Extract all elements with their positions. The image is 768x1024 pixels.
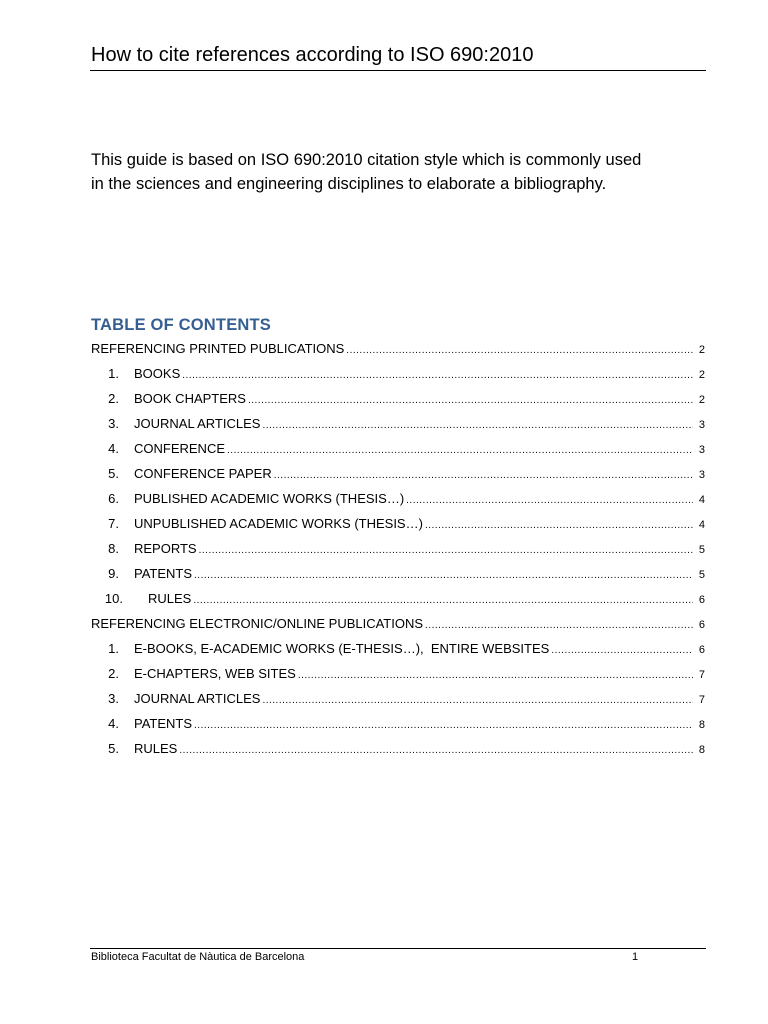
footer-divider xyxy=(90,948,706,949)
toc-heading: TABLE OF CONTENTS xyxy=(91,316,272,334)
dot-leader xyxy=(194,563,693,586)
toc-entry-title: E-BOOKS, E-ACADEMIC WORKS (E-THESIS…), ENTIRE WEBSITES xyxy=(134,641,550,656)
toc-entry-page: 2 xyxy=(698,394,705,406)
toc-entry-page: 7 xyxy=(698,694,705,706)
toc-entry-electronic-publications[interactable] xyxy=(91,611,705,636)
dot-leader xyxy=(248,388,693,411)
toc-entry-unpublished-academic-works[interactable] xyxy=(91,511,705,536)
footer-text: Biblioteca Facultat de Nàutica de Barcelona xyxy=(91,951,305,963)
dot-leader xyxy=(262,688,693,711)
toc-entry-number: 4. xyxy=(108,716,119,731)
dot-leader xyxy=(551,638,693,661)
toc-entry-title: JOURNAL ARTICLES xyxy=(134,416,261,431)
toc-entry-number: 3. xyxy=(108,416,119,431)
toc-entry-page: 3 xyxy=(698,444,705,456)
toc-entry-title: E-CHAPTERS, WEB SITES xyxy=(134,666,296,681)
dot-leader xyxy=(193,588,693,611)
toc-entry-number: 4. xyxy=(108,441,119,456)
toc-entry-page: 6 xyxy=(698,619,705,631)
dot-leader xyxy=(227,438,693,461)
toc-entry-number: 8. xyxy=(108,541,119,556)
toc-entry-conference[interactable] xyxy=(91,436,705,461)
toc-entry-page: 2 xyxy=(698,344,705,356)
toc-entry-books[interactable] xyxy=(91,361,705,386)
toc-entry-page: 6 xyxy=(698,644,705,656)
dot-leader xyxy=(425,513,693,536)
toc-entry-title: PATENTS xyxy=(134,566,193,581)
dot-leader xyxy=(274,463,693,486)
toc-entry-title: BOOK CHAPTERS xyxy=(134,391,246,406)
toc-entry-number: 1. xyxy=(108,641,119,656)
toc-entry-journal-articles[interactable] xyxy=(91,411,705,436)
toc-entry-title: REFERENCING ELECTRONIC/ONLINE PUBLICATIONS xyxy=(91,616,424,631)
toc-entry-title: JOURNAL ARTICLES xyxy=(134,691,261,706)
toc-entry-conference-paper[interactable] xyxy=(91,461,705,486)
dot-leader xyxy=(346,338,693,361)
toc-entry-page: 4 xyxy=(698,519,705,531)
toc-entry-page: 6 xyxy=(698,594,705,606)
dot-leader xyxy=(262,413,693,436)
toc-entry-title: CONFERENCE xyxy=(134,441,226,456)
intro-line: in the sciences and engineering disciplines to elaborate a bibliography. xyxy=(91,175,607,193)
toc-entry-title: PATENTS xyxy=(134,716,193,731)
intro-paragraph xyxy=(91,148,711,196)
toc-entry-title: BOOKS xyxy=(134,366,181,381)
toc-entry-number: 2. xyxy=(108,666,119,681)
footer-page-number: 1 xyxy=(632,951,639,963)
toc-entry-e-patents[interactable] xyxy=(91,711,705,736)
dot-leader xyxy=(182,363,693,386)
toc-entry-title: UNPUBLISHED ACADEMIC WORKS (THESIS…) xyxy=(134,516,423,531)
toc-entry-number: 5. xyxy=(108,741,119,756)
toc-entry-e-chapters[interactable] xyxy=(91,661,705,686)
toc-entry-number: 9. xyxy=(108,566,119,581)
toc-entry-e-books[interactable] xyxy=(91,636,705,661)
toc-entry-page: 7 xyxy=(698,669,705,681)
toc-entry-e-rules[interactable] xyxy=(91,736,705,761)
toc-entry-title: CONFERENCE PAPER xyxy=(134,466,272,481)
dot-leader xyxy=(406,488,693,511)
table-of-contents xyxy=(91,336,705,761)
toc-entry-title: REPORTS xyxy=(134,541,197,556)
toc-entry-page: 5 xyxy=(698,569,705,581)
toc-entry-number: 5. xyxy=(108,466,119,481)
page-title: How to cite references according to ISO 690:2010 xyxy=(91,44,534,66)
toc-entry-page: 8 xyxy=(698,744,705,756)
dot-leader xyxy=(298,663,693,686)
dot-leader xyxy=(425,613,693,636)
toc-entry-number: 6. xyxy=(108,491,119,506)
toc-entry-patents[interactable] xyxy=(91,561,705,586)
toc-entry-number: 10. xyxy=(104,591,123,606)
dot-leader xyxy=(179,738,693,761)
toc-entry-number: 7. xyxy=(108,516,119,531)
toc-entry-page: 3 xyxy=(698,419,705,431)
toc-entry-page: 5 xyxy=(698,544,705,556)
toc-entry-title: REFERENCING PRINTED PUBLICATIONS xyxy=(91,341,345,356)
toc-entry-page: 3 xyxy=(698,469,705,481)
toc-entry-number: 3. xyxy=(108,691,119,706)
toc-entry-printed-publications[interactable] xyxy=(91,336,705,361)
toc-entry-page: 4 xyxy=(698,494,705,506)
dot-leader xyxy=(199,538,693,561)
toc-entry-published-academic-works[interactable] xyxy=(91,486,705,511)
toc-entry-number: 1. xyxy=(108,366,119,381)
toc-entry-page: 2 xyxy=(698,369,705,381)
toc-entry-title: RULES xyxy=(134,741,178,756)
toc-entry-e-journal-articles[interactable] xyxy=(91,686,705,711)
toc-entry-reports[interactable] xyxy=(91,536,705,561)
toc-entry-book-chapters[interactable] xyxy=(91,386,705,411)
toc-entry-rules[interactable] xyxy=(91,586,705,611)
header-divider xyxy=(90,70,706,71)
toc-entry-title: RULES xyxy=(148,591,192,606)
dot-leader xyxy=(194,713,693,736)
toc-entry-number: 2. xyxy=(108,391,119,406)
toc-entry-page: 8 xyxy=(698,719,705,731)
toc-entry-title: PUBLISHED ACADEMIC WORKS (THESIS…) xyxy=(134,491,405,506)
intro-line: This guide is based on ISO 690:2010 citation style which is commonly used xyxy=(91,151,642,169)
